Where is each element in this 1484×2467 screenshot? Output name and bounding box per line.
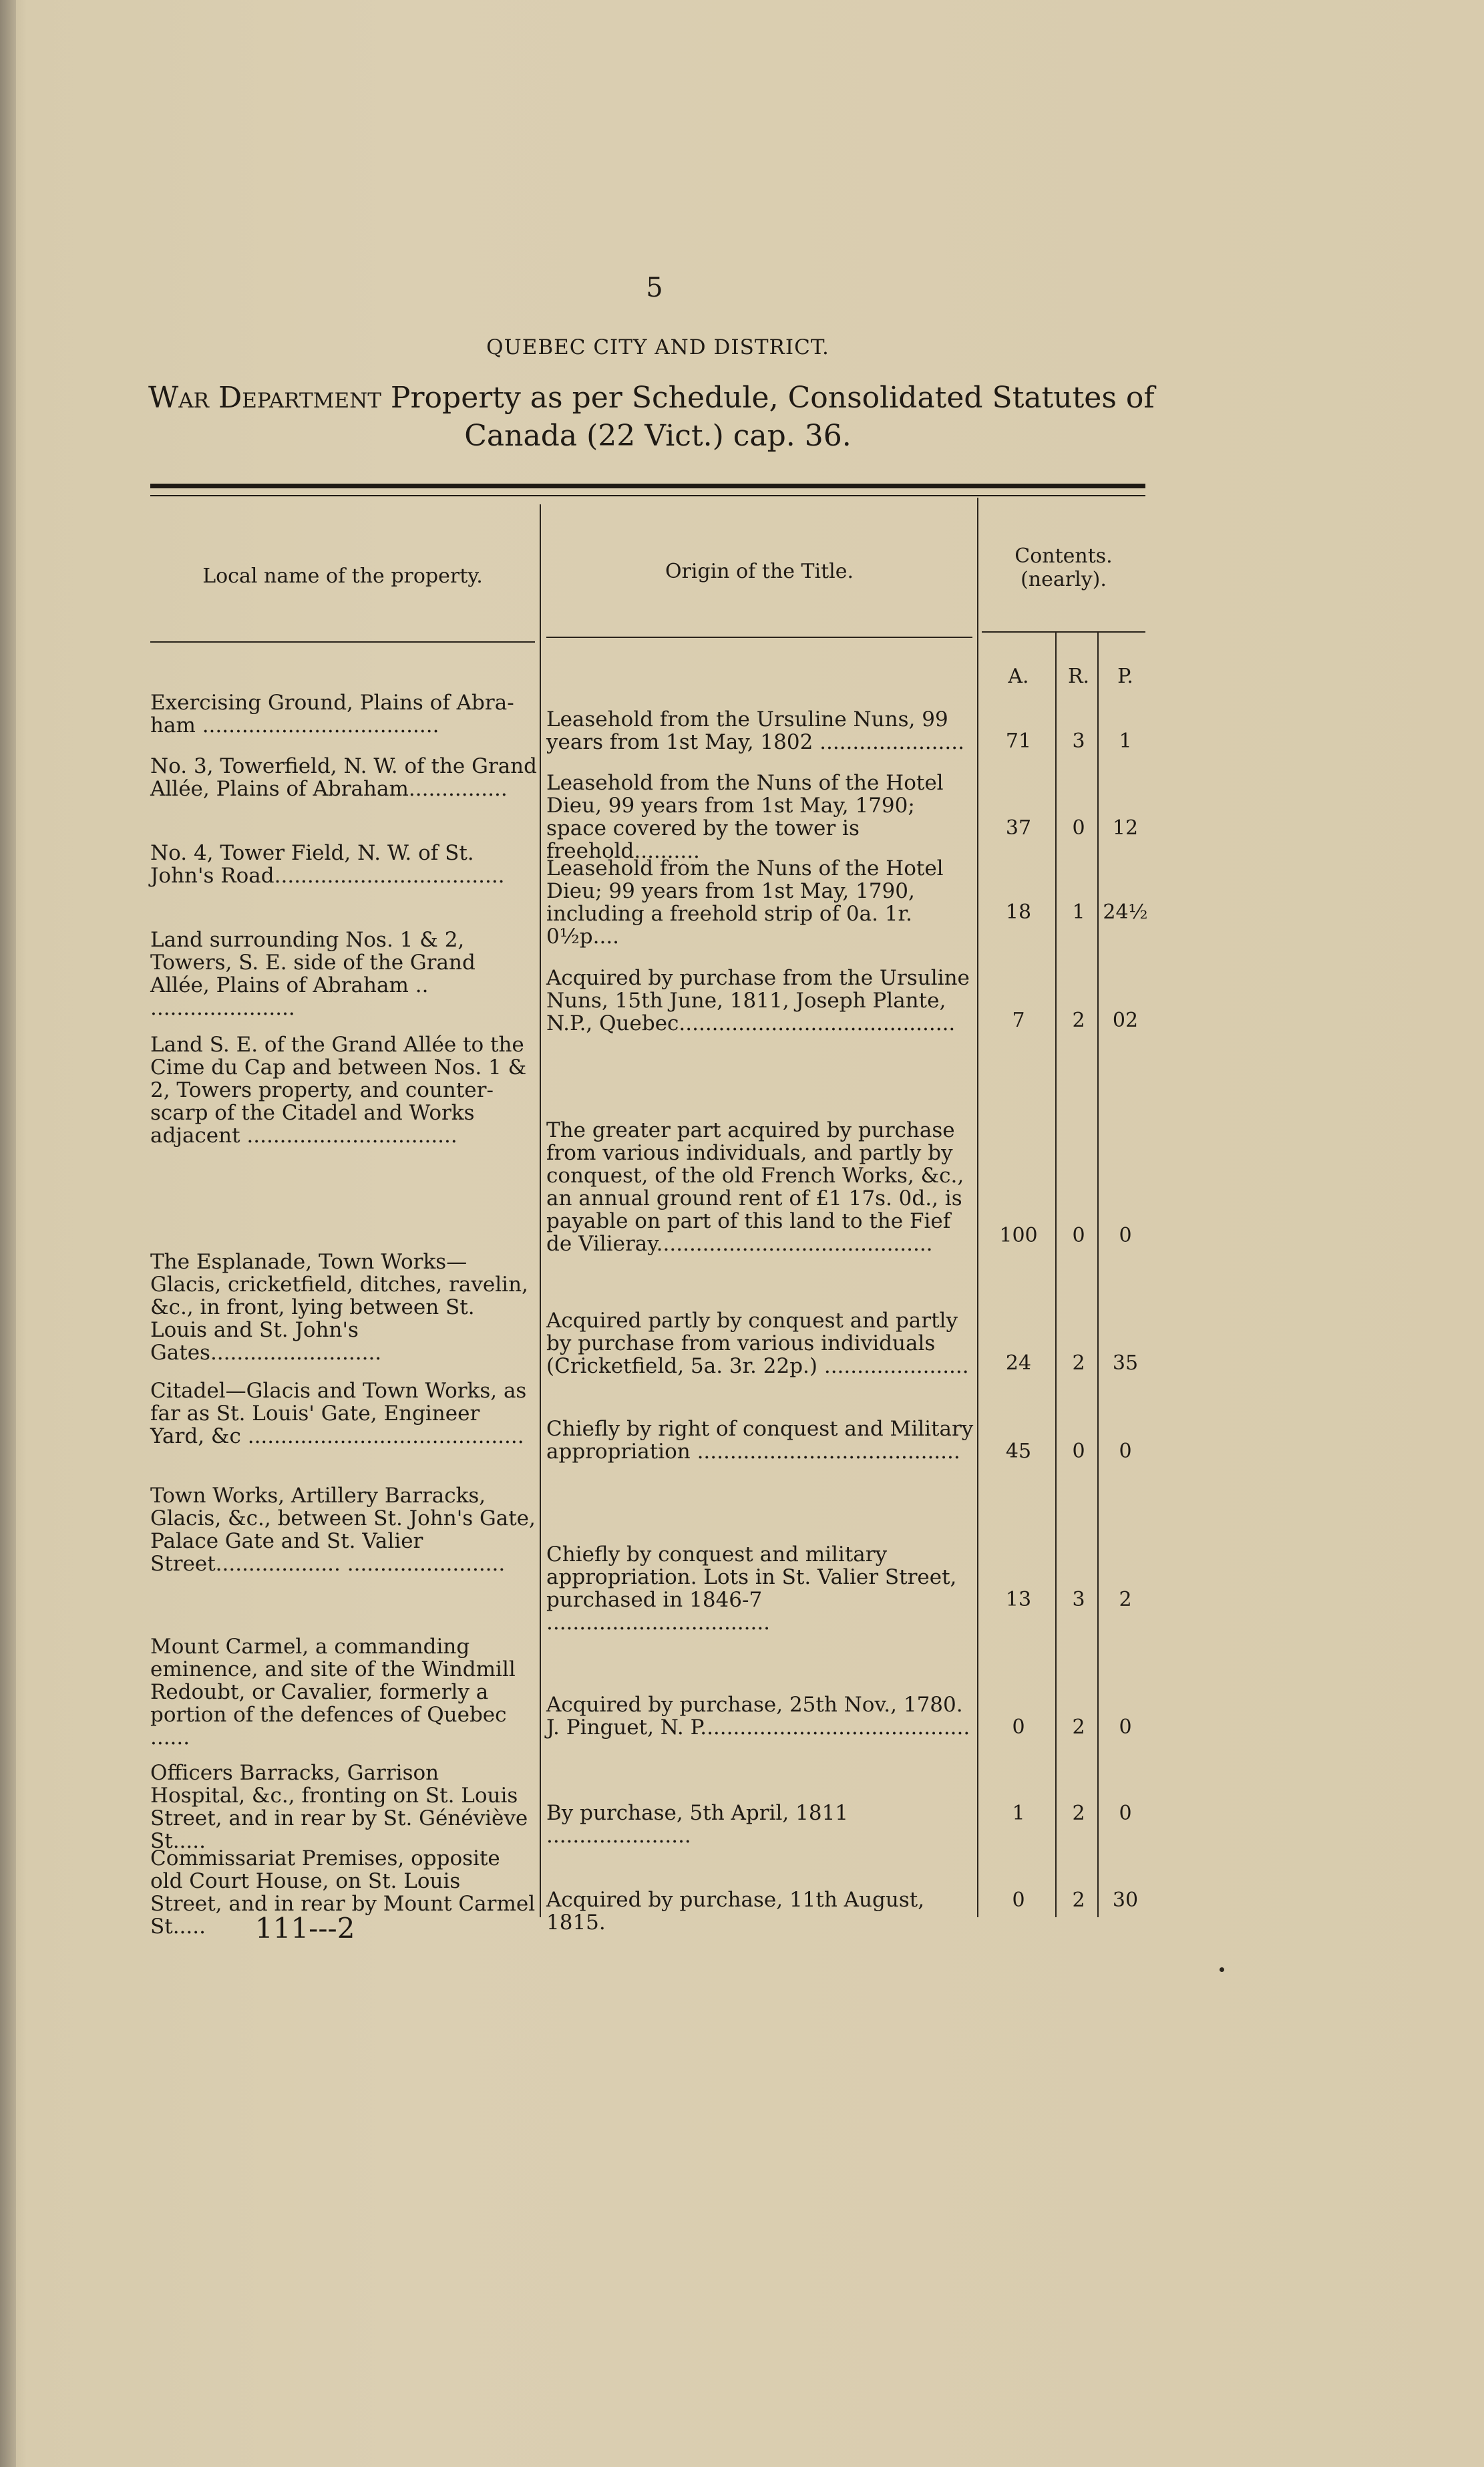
row-11-roods: 2	[1072, 1888, 1085, 1912]
row-6-local-name: The Esplanade, Town Works—Glacis, cricketfield, ditches, ravelin, &c., in front, lying between St. Louis and St. John's Gates..........................	[150, 1250, 528, 1365]
header-local-name: Local name of the property.	[202, 564, 483, 588]
row-8-perches: 2	[1119, 1588, 1132, 1611]
row-10-roods: 2	[1072, 1802, 1085, 1825]
header-contents: Contents.	[1014, 544, 1113, 568]
header-rule-thin	[150, 495, 1145, 496]
page-binding	[0, 0, 16, 2467]
row-4-perches: 02	[1112, 1009, 1139, 1032]
row-11-origin: Acquired by purchase, 11th August, 1815.	[546, 1888, 925, 1935]
row-6-roods: 2	[1072, 1351, 1085, 1375]
title-line-2: Canada (22 Vict.) cap. 36.	[464, 419, 852, 453]
row-3-roods: 1	[1072, 900, 1085, 924]
header-origin: Origin of the Title.	[665, 560, 854, 583]
row-5-origin: The greater part acquired by purchase from various individuals, and partly by conquest, of the old French Works, &c., an annual ground rent of £1 17s. 0d., is payable on part of this land to the Fief de Vilieray..........................................	[546, 1118, 964, 1256]
row-7-acres: 45	[1005, 1440, 1032, 1463]
row-9-origin: Acquired by purchase, 25th Nov., 1780. J. Pinguet, N. P.........................................	[546, 1693, 970, 1740]
footer-signature: 111---2	[255, 1912, 355, 1945]
row-9-local-name: Mount Carmel, a commanding eminence, and site of the Windmill Redoubt, or Cavalier, formerly a portion of the defences of Quebec ......	[150, 1635, 516, 1750]
row-3-origin: Leasehold from the Nuns of the Hotel Dieu; 99 years from 1st May, 1790, including a freehold strip of 0a. 1r. 0½p....	[546, 856, 944, 949]
row-8-origin: Chiefly by conquest and military appropriation. Lots in St. Valier Street, purchased in 1846-7 ..................................	[546, 1542, 957, 1635]
row-10-acres: 1	[1012, 1802, 1025, 1825]
running-head: QUEBEC CITY AND DISTRICT.	[486, 335, 829, 359]
row-6-origin: Acquired partly by conquest and partly by purchase from various individuals (Cricketfield, 5a. 3r. 22p.) ......................	[546, 1309, 969, 1378]
page-number: 5	[646, 273, 663, 303]
row-8-acres: 13	[1005, 1588, 1032, 1611]
row-9-roods: 2	[1072, 1715, 1085, 1739]
row-10-perches: 0	[1119, 1802, 1132, 1825]
title-small-caps: War Department	[148, 381, 381, 415]
row-5-acres: 100	[999, 1224, 1038, 1247]
row-2-origin: Leasehold from the Nuns of the Hotel Dieu, 99 years from 1st May, 1790; space covered by the tower is freehold..........	[546, 771, 944, 863]
row-7-local-name: Citadel—Glacis and Town Works, as far as St. Louis' Gate, Engineer Yard, &c ..........................................	[150, 1379, 527, 1448]
column-divider-2	[977, 498, 978, 1917]
header-rule-thick	[150, 484, 1145, 488]
row-2-perches: 12	[1112, 816, 1139, 840]
title-line-1	[148, 381, 1155, 415]
header-perches: P.	[1117, 665, 1133, 688]
header-underline-local	[150, 641, 535, 643]
row-5-perches: 0	[1119, 1224, 1132, 1247]
row-3-perches: 24½	[1103, 900, 1148, 924]
row-7-origin: Chiefly by right of conquest and Military appropriation ........................................	[546, 1417, 974, 1464]
row-4-origin: Acquired by purchase from the Ursuline Nuns, 15th June, 1811, Joseph Plante, N.P., Quebec..........................................	[546, 966, 970, 1035]
column-divider-3	[1055, 631, 1057, 1917]
row-1-perches: 1	[1119, 729, 1132, 753]
header-roods: R.	[1067, 665, 1090, 688]
title-rest: Property as per Schedule, Consolidated Statutes of	[390, 381, 1155, 415]
row-3-local-name: No. 4, Tower Field, N. W. of St. John's Road...................................	[150, 841, 505, 888]
row-1-origin: Leasehold from the Ursuline Nuns, 99 years from 1st May, 1802 ......................	[546, 707, 964, 754]
row-3-acres: 18	[1005, 900, 1032, 924]
row-9-perches: 0	[1119, 1715, 1132, 1739]
column-divider-1	[540, 504, 541, 1917]
row-6-acres: 24	[1005, 1351, 1032, 1375]
row-11-local-name: Commissariat Premises, opposite old Court House, on St. Louis Street, and in rear by Mount Carmel St.....	[150, 1846, 536, 1939]
row-1-local-name: Exercising Ground, Plains of Abra-ham ....................................	[150, 691, 514, 737]
row-1-roods: 3	[1072, 729, 1085, 753]
row-6-perches: 35	[1112, 1351, 1139, 1375]
row-7-roods: 0	[1072, 1440, 1085, 1463]
row-2-local-name: No. 3, Towerfield, N. W. of the Grand Allée, Plains of Abraham...............	[150, 754, 537, 801]
ink-spot	[1220, 1967, 1224, 1972]
row-11-acres: 0	[1012, 1888, 1025, 1912]
header-underline-origin	[546, 637, 972, 638]
row-10-local-name: Officers Barracks, Garrison Hospital, &c., fronting on St. Louis Street, and in rear by St. Généviève St.....	[150, 1761, 528, 1853]
row-2-roods: 0	[1072, 816, 1085, 840]
header-acres: A.	[1008, 665, 1029, 688]
row-8-local-name: Town Works, Artillery Barracks, Glacis, &c., between St. John's Gate, Palace Gate and St. Valier Street................... ........................	[150, 1484, 536, 1576]
row-4-roods: 2	[1072, 1009, 1085, 1032]
row-8-roods: 3	[1072, 1588, 1085, 1611]
row-9-acres: 0	[1012, 1715, 1025, 1739]
row-1-acres: 71	[1005, 729, 1032, 753]
header-underline-contents	[982, 631, 1145, 633]
row-11-perches: 30	[1112, 1888, 1139, 1912]
row-10-origin: By purchase, 5th April, 1811 ......................	[546, 1801, 849, 1848]
row-2-acres: 37	[1005, 816, 1032, 840]
header-contents-sub: (nearly).	[1021, 568, 1107, 591]
row-5-roods: 0	[1072, 1224, 1085, 1247]
row-7-perches: 0	[1119, 1440, 1132, 1463]
row-4-acres: 7	[1012, 1009, 1025, 1032]
row-5-local-name: Land S. E. of the Grand Allée to the Cime du Cap and between Nos. 1 & 2, Towers property, and counter-scarp of the Citadel and Works adjacent ................................	[150, 1033, 527, 1148]
row-4-local-name: Land surrounding Nos. 1 & 2, Towers, S. E. side of the Grand Allée, Plains of Abraham .. ......................	[150, 928, 476, 1020]
